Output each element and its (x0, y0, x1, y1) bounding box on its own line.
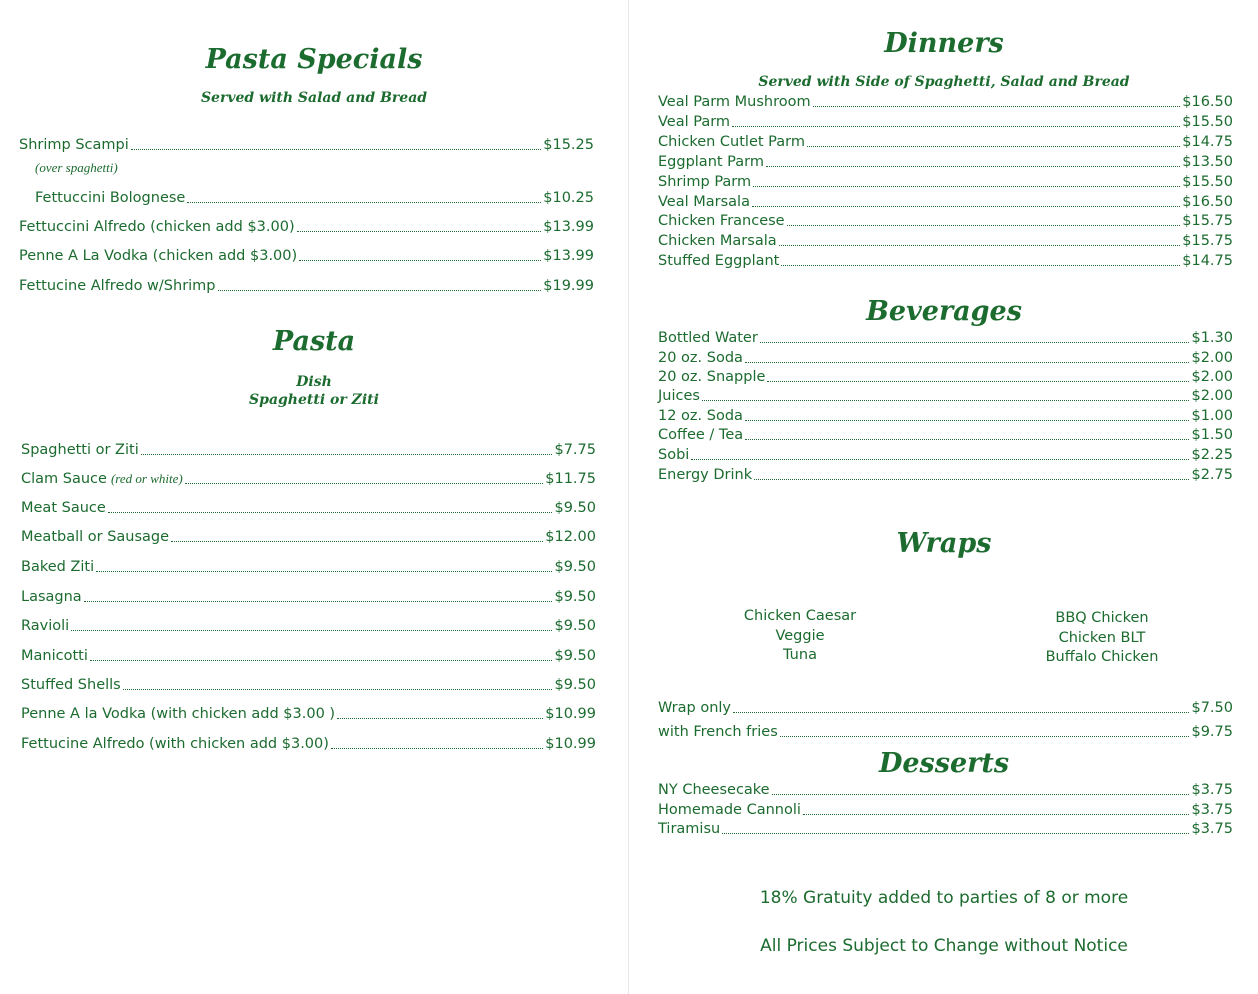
dinners-subtitle: Served with Side of Spaghetti, Salad and Bread (758, 74, 1130, 90)
pasta-title: Pasta (272, 326, 356, 357)
dot-leader (745, 439, 1189, 440)
pasta-subtitle-spaghetti: Spaghetti or Ziti (249, 392, 379, 408)
item-price: $2.75 (1191, 467, 1233, 483)
item-name: Homemade Cannoli (658, 802, 801, 818)
menu-item (19, 218, 594, 236)
dot-leader (767, 381, 1189, 382)
beverages-title: Beverages (866, 296, 1022, 327)
dot-leader (760, 342, 1190, 343)
item-name: NY Cheesecake (658, 782, 770, 798)
dot-leader (766, 166, 1180, 167)
dot-leader (187, 202, 541, 203)
menu-item (21, 617, 596, 635)
dot-leader (813, 106, 1181, 107)
item-name: Stuffed Eggplant (658, 253, 780, 269)
item-price: $13.99 (543, 219, 594, 235)
item-name: Shrimp Parm (658, 174, 752, 190)
dot-leader (733, 712, 1189, 713)
item-price: $14.75 (1182, 253, 1233, 269)
scampi-note: (over spaghetti) (35, 160, 118, 175)
item-price: $13.99 (543, 248, 594, 264)
item-price: $9.50 (554, 500, 596, 516)
item-name: Fettuccini Bolognese (35, 190, 186, 206)
item-name: Clam Sauce (21, 471, 107, 487)
menu-item (658, 801, 1233, 819)
item-price: $3.75 (1191, 821, 1233, 837)
item-name: Energy Drink (658, 467, 753, 483)
item-name: Penne A la Vodka (with chicken add $3.00 ) (21, 706, 336, 722)
menu-item (658, 723, 1233, 741)
item-price: $3.75 (1191, 802, 1233, 818)
wrap-option: Tuna (783, 647, 817, 663)
item-price: $3.75 (1191, 782, 1233, 798)
prices-notice: All Prices Subject to Change without Notice (760, 936, 1128, 956)
item-price: $15.50 (1182, 174, 1233, 190)
menu-item (19, 247, 594, 265)
item-price: $9.50 (554, 589, 596, 605)
item-name: Manicotti (21, 648, 88, 664)
menu-item (658, 329, 1233, 347)
dot-leader (787, 225, 1181, 226)
item-price: $7.50 (1191, 700, 1233, 716)
dot-leader (299, 260, 541, 261)
dot-leader (141, 454, 553, 455)
item-price: $9.50 (554, 618, 596, 634)
item-name: Stuffed Shells (21, 677, 121, 693)
dot-leader (803, 814, 1190, 815)
menu-item (658, 193, 1233, 211)
item-price: $12.00 (545, 529, 596, 545)
pasta-specials-title: Pasta Specials (205, 44, 423, 75)
item-name: Shrimp Scampi (19, 137, 129, 153)
menu-item (19, 277, 594, 295)
menu-item (658, 387, 1233, 405)
item-name: 20 oz. Snapple (658, 369, 766, 385)
item-price: $10.99 (545, 736, 596, 752)
item-name: Fettuccini Alfredo (chicken add $3.00) (19, 219, 295, 235)
menu-item (658, 133, 1233, 151)
menu-item (658, 820, 1233, 838)
menu-item (21, 588, 596, 606)
menu-item (658, 153, 1233, 171)
item-price: $19.99 (543, 278, 594, 294)
item-price: $10.99 (545, 706, 596, 722)
item-price: $15.75 (1182, 213, 1233, 229)
menu-item (21, 528, 596, 546)
dot-leader (131, 149, 542, 150)
item-name: Spaghetti or Ziti (21, 442, 139, 458)
item-name: Chicken Marsala (658, 233, 777, 249)
item-name: Bottled Water (658, 330, 758, 346)
menu-item (21, 705, 596, 723)
item-name: Meat Sauce (21, 500, 106, 516)
item-name: 20 oz. Soda (658, 350, 743, 366)
item-name: Lasagna (21, 589, 82, 605)
item-price: $9.50 (554, 559, 596, 575)
dot-leader (331, 748, 543, 749)
wrap-option: Chicken Caesar (743, 608, 857, 624)
item-price: $9.75 (1191, 724, 1233, 740)
menu-item (21, 441, 596, 459)
item-name: Tiramisu (658, 821, 721, 837)
pasta-subtitle-dish: Dish (296, 374, 332, 390)
item-price: $15.25 (543, 137, 594, 153)
menu-item (21, 647, 596, 665)
item-price: $11.75 (545, 471, 596, 487)
dot-leader (123, 689, 553, 690)
item-name: Baked Ziti (21, 559, 95, 575)
dot-leader (108, 512, 553, 513)
pasta-specials-subtitle: Served with Salad and Bread (200, 90, 428, 106)
dot-leader (807, 146, 1180, 147)
item-note: (red or white) (110, 471, 183, 486)
dot-leader (754, 479, 1189, 480)
menu-item (658, 446, 1233, 464)
dot-leader (171, 541, 543, 542)
item-price: $7.75 (554, 442, 596, 458)
item-name: with French fries (658, 724, 778, 740)
menu-item (658, 426, 1233, 444)
item-name: 12 oz. Soda (658, 408, 743, 424)
item-name: Fettucine Alfredo w/Shrimp (19, 278, 216, 294)
wraps-title: Wraps (896, 528, 992, 559)
item-price: $9.50 (554, 648, 596, 664)
item-name: Sobi (658, 447, 690, 463)
item-price: $2.00 (1191, 350, 1233, 366)
item-price: $2.25 (1191, 447, 1233, 463)
item-name: Eggplant Parm (658, 154, 764, 170)
dot-leader (779, 245, 1181, 246)
item-name: Veal Marsala (658, 194, 750, 210)
item-price: $16.50 (1182, 194, 1233, 210)
desserts-title: Desserts (878, 748, 1010, 779)
item-price: $2.00 (1191, 369, 1233, 385)
dot-leader (745, 420, 1190, 421)
item-name: Coffee / Tea (658, 427, 744, 443)
dot-leader (745, 362, 1190, 363)
dot-leader (337, 718, 543, 719)
gratuity-notice: 18% Gratuity added to parties of 8 or more (759, 888, 1129, 908)
menu-item (21, 470, 596, 488)
item-name: Fettucine Alfredo (with chicken add $3.00) (21, 736, 329, 752)
dot-leader (297, 231, 542, 232)
wrap-option: BBQ Chicken (1055, 610, 1149, 626)
item-name: Juices (658, 388, 700, 404)
dot-leader (752, 206, 1180, 207)
dot-leader (218, 290, 542, 291)
dot-leader (691, 459, 1189, 460)
menu-item (658, 173, 1233, 191)
item-price: $13.50 (1182, 154, 1233, 170)
dot-leader (732, 126, 1180, 127)
item-price: $10.25 (543, 190, 594, 206)
menu-item (658, 252, 1233, 270)
menu-item (658, 407, 1233, 425)
dot-leader (185, 483, 544, 484)
item-name: Meatball or Sausage (21, 529, 170, 545)
dot-leader (781, 265, 1180, 266)
item-price: $9.50 (554, 677, 596, 693)
wrap-option: Buffalo Chicken (1045, 649, 1159, 665)
menu-item (658, 232, 1233, 250)
item-price: $15.75 (1182, 233, 1233, 249)
item-name: Ravioli (21, 618, 70, 634)
dot-leader (84, 601, 553, 602)
item-price: $1.00 (1191, 408, 1233, 424)
menu-item (658, 349, 1233, 367)
item-price: $1.30 (1191, 330, 1233, 346)
wrap-option: Veggie (775, 628, 825, 644)
menu-item (35, 189, 594, 207)
dot-leader (780, 736, 1190, 737)
menu-item (21, 676, 596, 694)
item-name: Chicken Francese (658, 213, 785, 229)
dot-leader (90, 660, 553, 661)
item-price: $1.50 (1191, 427, 1233, 443)
menu-item (658, 466, 1233, 484)
page-fold (628, 0, 629, 994)
item-price: $15.50 (1182, 114, 1233, 130)
item-name: Veal Parm (658, 114, 731, 130)
item-price: $14.75 (1182, 134, 1233, 150)
dot-leader (772, 794, 1190, 795)
menu-item (658, 93, 1233, 111)
menu-item (21, 558, 596, 576)
wrap-option: Chicken BLT (1058, 630, 1146, 646)
item-name: Wrap only (658, 700, 732, 716)
menu-item (21, 735, 596, 753)
menu-item (21, 499, 596, 517)
dot-leader (96, 571, 552, 572)
item-name: Penne A La Vodka (chicken add $3.00) (19, 248, 298, 264)
item-price: $2.00 (1191, 388, 1233, 404)
dinners-title: Dinners (884, 28, 1004, 59)
item-name: Veal Parm Mushroom (658, 94, 811, 110)
dot-leader (753, 186, 1180, 187)
dot-leader (722, 833, 1189, 834)
menu-item (658, 113, 1233, 131)
dot-leader (702, 400, 1190, 401)
item-name: Chicken Cutlet Parm (658, 134, 805, 150)
menu-item (658, 368, 1233, 386)
menu-item (658, 212, 1233, 230)
menu-item (19, 136, 594, 154)
menu-item (658, 699, 1233, 717)
item-price: $16.50 (1182, 94, 1233, 110)
menu-item (658, 781, 1233, 799)
dot-leader (71, 630, 552, 631)
